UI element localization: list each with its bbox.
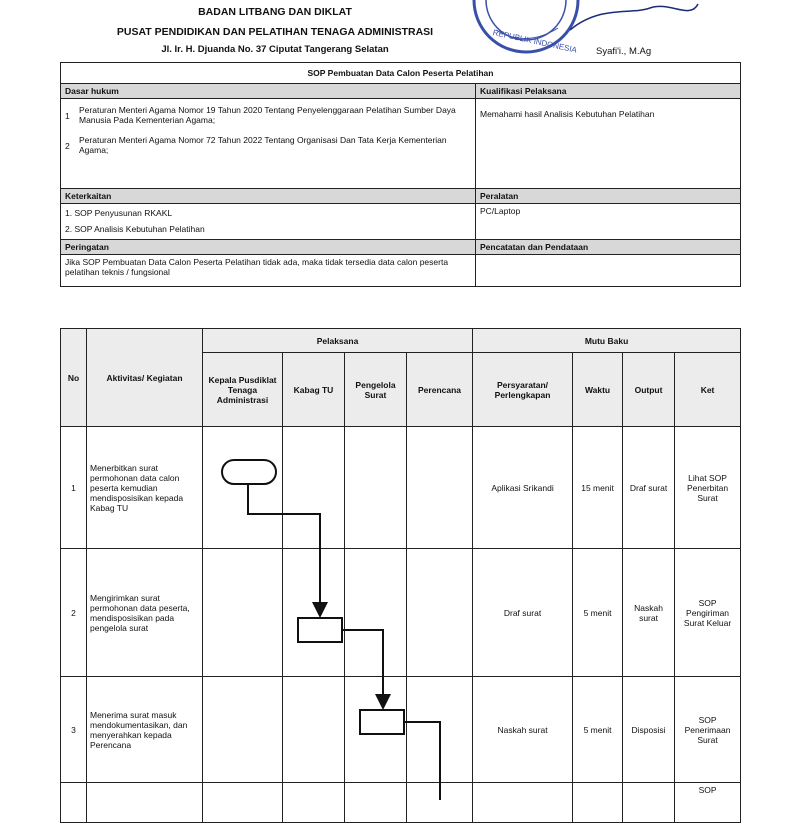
table-row — [61, 677, 741, 783]
row-output: Naskah surat — [623, 549, 675, 677]
dasar-hukum-item: 2 Peraturan Menteri Agama Nomor 72 Tahun 2022 Tentang Organisasi Dan Tata Kerja Kementerian Agama; — [65, 135, 447, 155]
col-ket: Ket — [675, 353, 741, 427]
row-activity: Menerbitkan surat permohonan data calon peserta kemudian mendisposisikan kepada Kabag TU — [87, 427, 203, 549]
procedure-grid — [60, 328, 740, 800]
signer-name: Syafi'i., M.Ag — [596, 46, 652, 57]
row-time: 5 menit — [573, 549, 623, 677]
peringatan-text: Jika SOP Pembuatan Data Calon Peserta Pelatihan tidak ada, maka tidak tersedia data calon peserta pelatihan teknis / fungsional — [61, 255, 476, 287]
row-ket: SOP Penerimaan Surat — [675, 677, 741, 783]
keterkaitan-list — [61, 204, 476, 240]
dasar-hukum-label: Dasar hukum — [61, 84, 476, 99]
kualifikasi-label: Kualifikasi Pelaksana — [476, 84, 741, 99]
role-perencana: Perencana — [407, 353, 473, 427]
svg-text:REPUBLIK INDONESIA: REPUBLIK INDONESIA — [491, 28, 578, 55]
row-ket: SOP — [675, 783, 741, 823]
row-output: Disposisi — [623, 677, 675, 783]
row-requirement: Draf surat — [473, 549, 573, 677]
peralatan-label: Peralatan — [476, 189, 741, 204]
pencatatan-label: Pencatatan dan Pendataan — [476, 240, 741, 255]
col-aktivitas: Aktivitas/ Kegiatan — [87, 329, 203, 427]
col-pelaksana: Pelaksana — [203, 329, 473, 353]
signature — [560, 0, 700, 40]
row-requirement: Aplikasi Srikandi — [473, 427, 573, 549]
dasar-hukum-item: 1 Peraturan Menteri Agama Nomor 19 Tahun 2020 Tentang Penyelenggaraan Pelatihan Sumber Daya Manusia Pada Kementerian Agama; — [65, 105, 456, 125]
row-requirement: Naskah surat — [473, 677, 573, 783]
row-ket: Lihat SOP Penerbitan Surat — [675, 427, 741, 549]
col-persyaratan: Persyaratan/ Perlengkapan — [473, 353, 573, 427]
row-activity: Menerima surat masuk mendokumentasikan, dan menyerahkan kepada Perencana — [87, 677, 203, 783]
keterkaitan-item: 2. SOP Analisis Kebutuhan Pelatihan — [65, 224, 205, 234]
dasar-hukum-list — [61, 99, 476, 189]
header-address: Jl. Ir. H. Djuanda No. 37 Ciputat Tangerang Selatan — [161, 44, 389, 55]
row-no: 1 — [61, 427, 87, 549]
row-time: 15 menit — [573, 427, 623, 549]
row-activity: Mengirimkan surat permohonan data peserta, mendisposisikan pada pengelola surat — [87, 549, 203, 677]
table-row — [61, 549, 741, 677]
header-line-0: BADAN LITBANG DAN DIKLAT — [198, 6, 352, 18]
role-kepala: Kepala Pusdiklat Tenaga Administrasi — [203, 353, 283, 427]
col-no: No — [61, 329, 87, 427]
peringatan-label: Peringatan — [61, 240, 476, 255]
kualifikasi-text: Memahami hasil Analisis Kebutuhan Pelatihan — [476, 99, 741, 189]
row-time: 5 menit — [573, 677, 623, 783]
row-ket: SOP Pengiriman Surat Keluar — [675, 549, 741, 677]
header-line-1: PUSAT PENDIDIKAN DAN PELATIHAN TENAGA ADMINISTRASI — [116, 26, 434, 38]
row-no: 2 — [61, 549, 87, 677]
peralatan-text: PC/Laptop — [476, 204, 741, 240]
sop-title: SOP Pembuatan Data Calon Peserta Pelatihan — [61, 63, 741, 84]
row-no: 3 — [61, 677, 87, 783]
keterkaitan-label: Keterkaitan — [61, 189, 476, 204]
role-kabag-tu: Kabag TU — [283, 353, 345, 427]
col-mutu-baku: Mutu Baku — [473, 329, 741, 353]
col-waktu: Waktu — [573, 353, 623, 427]
table-row — [61, 427, 741, 549]
sop-info-table — [60, 62, 741, 287]
col-output: Output — [623, 353, 675, 427]
role-pengelola-surat: Pengelola Surat — [345, 353, 407, 427]
keterkaitan-item: 1. SOP Penyusunan RKAKL — [65, 208, 173, 218]
row-output: Draf surat — [623, 427, 675, 549]
table-row — [61, 783, 741, 823]
pencatatan-text — [476, 255, 741, 287]
